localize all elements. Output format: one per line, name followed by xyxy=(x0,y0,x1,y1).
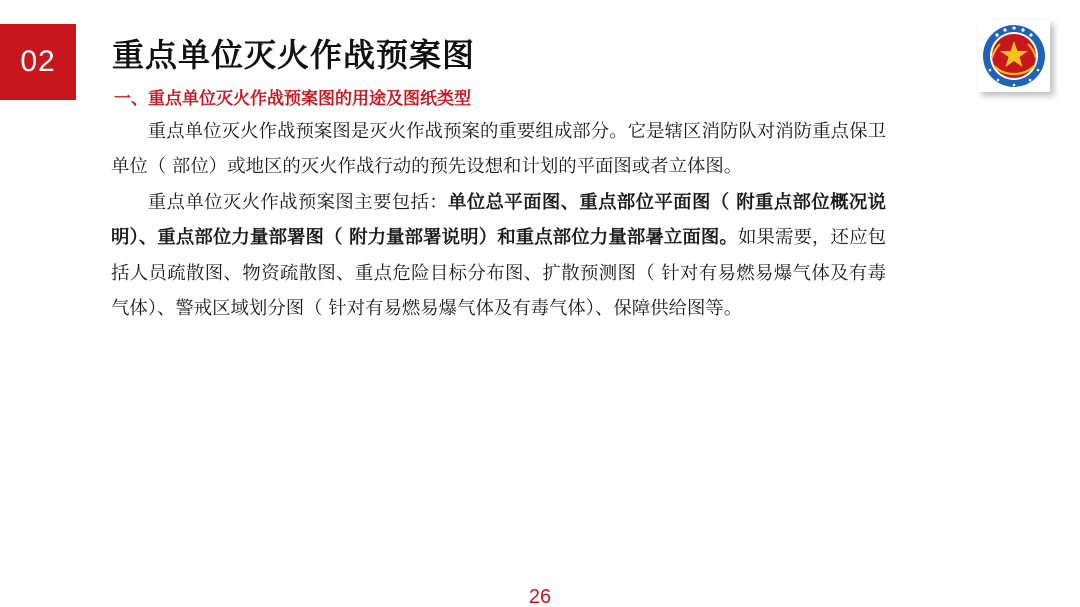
page-number: 26 xyxy=(528,586,552,607)
paragraph-2-intro: 重点单位灭火作战预案图主要包括： xyxy=(147,191,449,213)
fire-rescue-emblem-icon xyxy=(978,20,1050,92)
paragraph-2-rest: 如果需要，还应包括人员疏散图、物资疏散图、重点危险目标分布图、扩散预测图（ 针对有易燃易爆气体及有毒气体）、警戒区域划分图（ 针对有易燃易爆气体及有毒气体）、保障供给图等。 xyxy=(111,227,886,320)
section-number: 02 xyxy=(20,45,56,78)
paragraph-1: 重点单位灭火作战预案图是灭火作战预案的重要组成部分。它是辖区消防队对消防重点保卫单位（ 部位）或地区的灭火作战行动的预先设想和计划的平面图或者立体图。 xyxy=(111,121,886,178)
logo xyxy=(978,20,1050,92)
paragraph-2 xyxy=(111,185,886,327)
paragraph-2-bold: 单位总平面图、重点部位平面图（ 附重点部位概况说明）、重点部位力量部署图（ 附力量部署说明）和重点部位力量部暑立面图。 xyxy=(111,191,886,249)
section-subtitle: 一、重点单位灭火作战预案图的用途及图纸类型 xyxy=(114,89,471,109)
page-title: 重点单位灭火作战预案图 xyxy=(112,36,476,74)
section-number-badge xyxy=(0,24,76,100)
body-text xyxy=(111,114,886,326)
